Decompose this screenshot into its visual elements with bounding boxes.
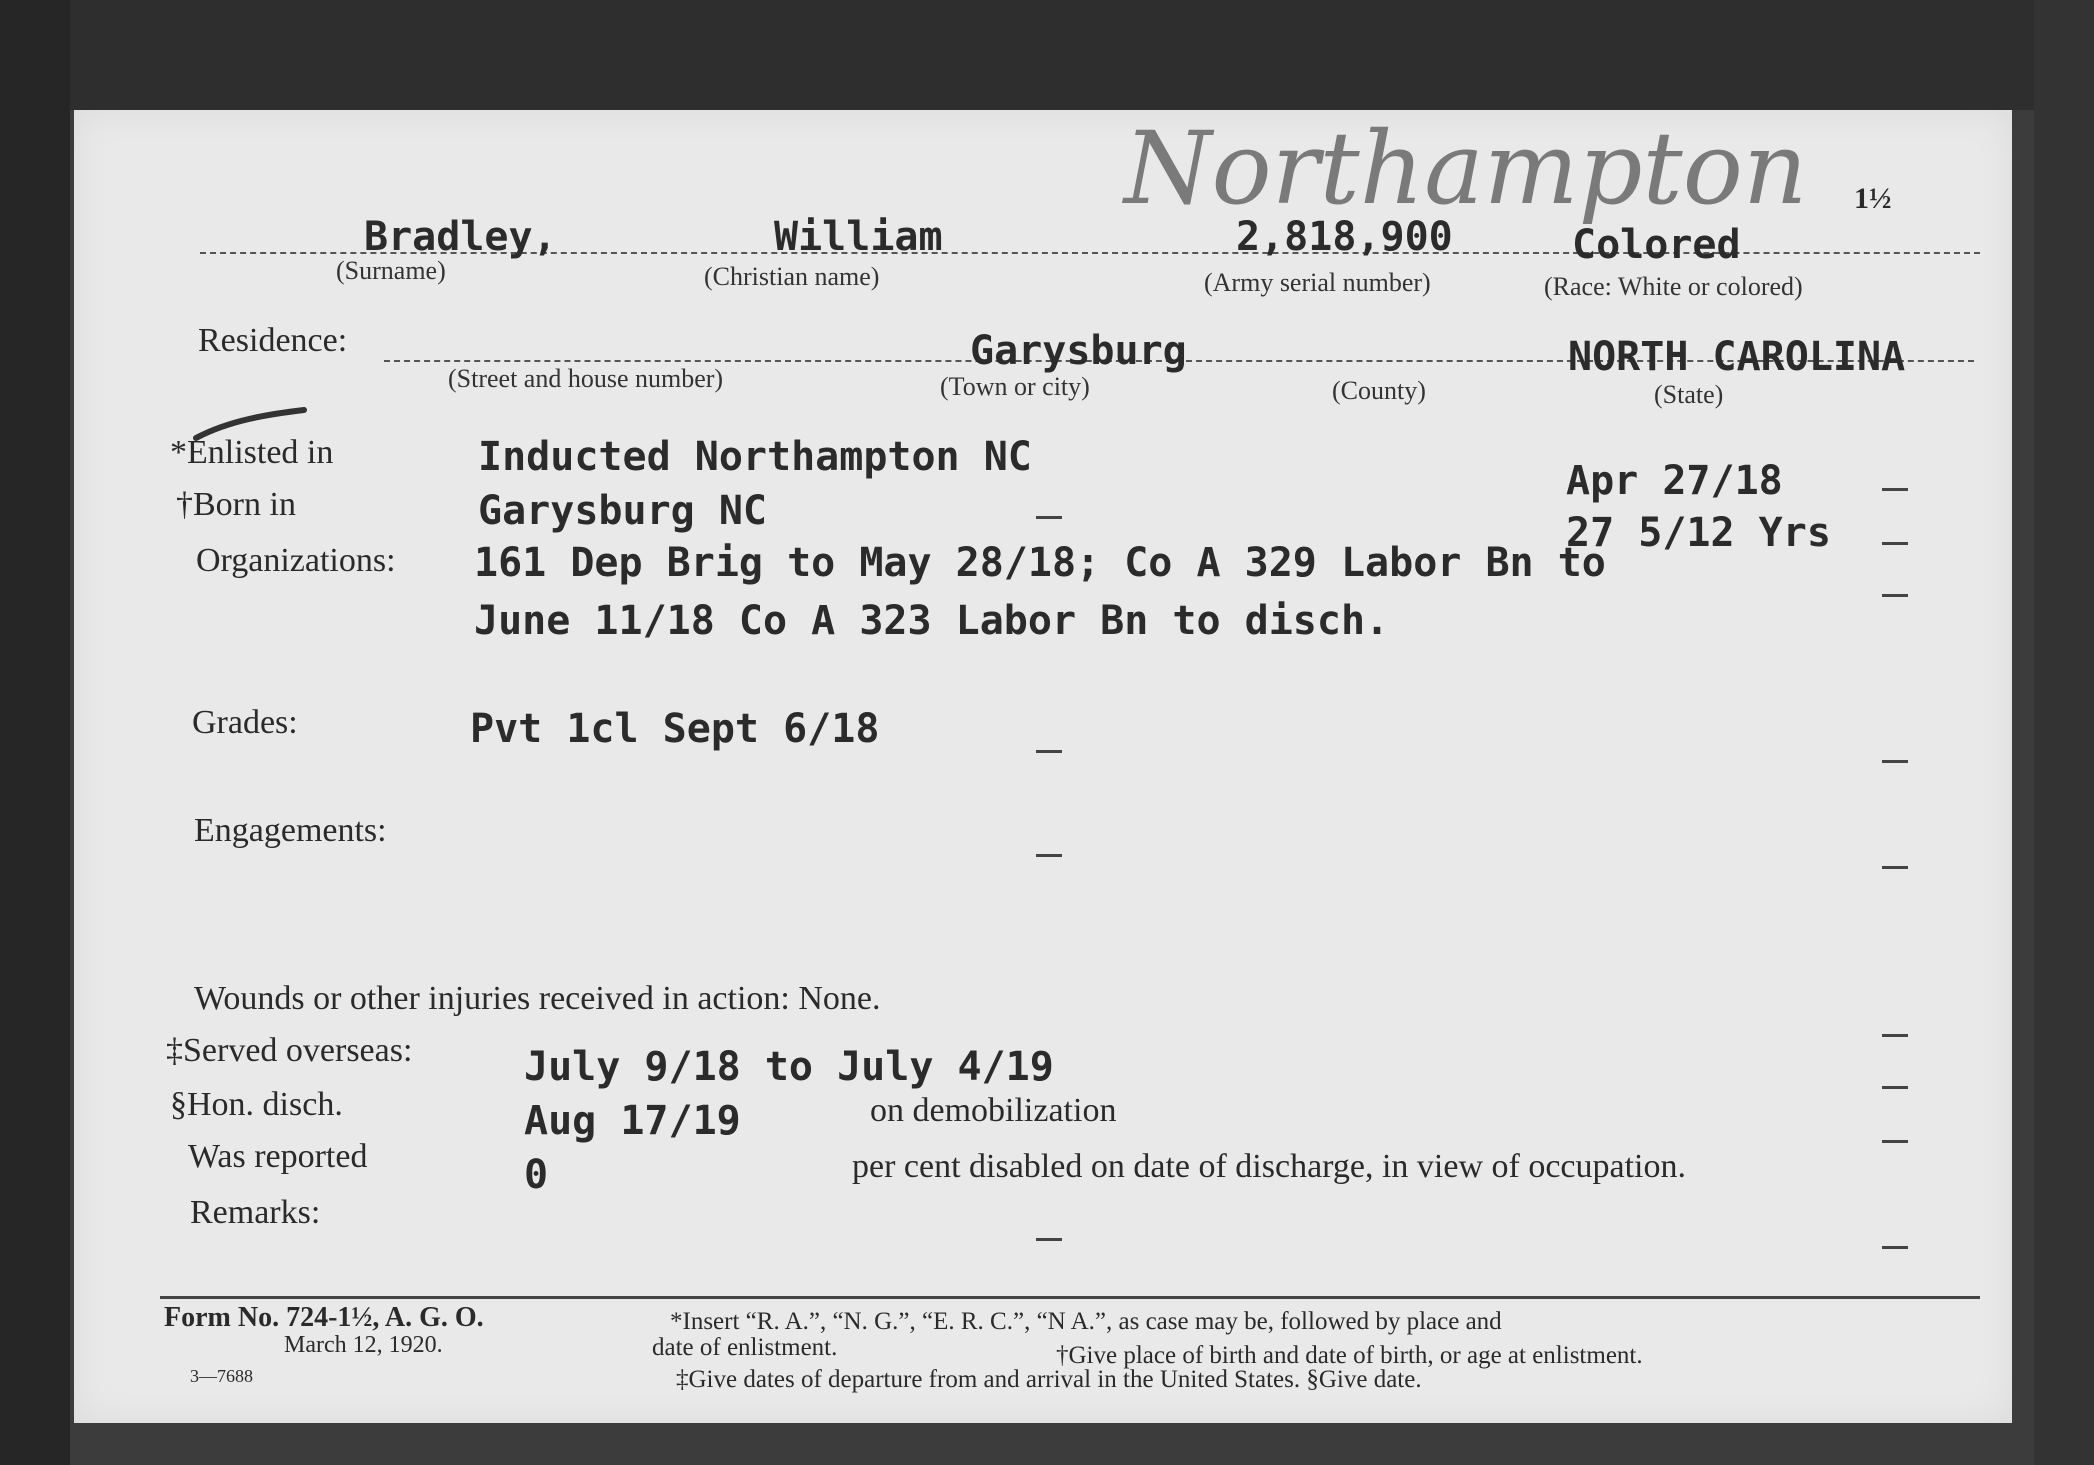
margin-tick: [1882, 594, 1908, 597]
footnote-enlistment-cont: date of enlistment.: [652, 1334, 838, 1361]
service-record-card: [74, 110, 2012, 1423]
margin-tick: [1882, 542, 1908, 545]
town-caption: (Town or city): [940, 372, 1090, 401]
footnote-enlistment: *Insert “R. A.”, “N. G.”, “E. R. C.”, “N A.”, as case may be, followed by place and: [670, 1308, 1502, 1335]
footnote-overseas: ‡Give dates of departure from and arrival in the United States. §Give date.: [676, 1366, 1422, 1393]
center-tick: [1036, 854, 1062, 857]
scanner-background-left: [0, 0, 70, 1465]
scanner-background-right: [2034, 0, 2094, 1465]
center-tick: [1036, 516, 1062, 519]
form-number: Form No. 724-1½, A. G. O.: [164, 1302, 484, 1333]
serial-number-caption: (Army serial number): [1204, 268, 1431, 297]
hon-disch-label: §Hon. disch.: [170, 1086, 343, 1123]
born-value: Garysburg NC: [478, 488, 767, 534]
enlisted-label: *Enlisted in: [170, 434, 334, 471]
margin-tick: [1882, 1246, 1908, 1249]
grades-label: Grades:: [192, 704, 298, 741]
state-caption: (State): [1654, 380, 1724, 409]
county-caption: (County): [1332, 376, 1426, 405]
margin-tick: [1882, 1034, 1908, 1037]
christian-name-value: William: [774, 214, 943, 260]
wounds-label: Wounds or other injuries received in action: None.: [194, 980, 881, 1017]
born-label: †Born in: [176, 486, 296, 523]
on-demobilization-text: on demobilization: [870, 1092, 1117, 1129]
footer-rule: [160, 1296, 1980, 1299]
margin-tick: [1882, 760, 1908, 763]
surname-value: Bradley,: [364, 214, 557, 260]
hon-disch-value: Aug 17/19: [524, 1098, 741, 1144]
margin-tick: [1882, 1140, 1908, 1143]
corner-number: 1½: [1854, 182, 1892, 215]
disabled-percent-value: 0: [524, 1152, 549, 1198]
surname-caption: (Surname): [336, 256, 446, 285]
enlisted-value: Inducted Northampton NC: [478, 434, 1032, 480]
street-caption: (Street and house number): [448, 364, 724, 393]
residence-label: Residence:: [198, 322, 348, 359]
overseas-value: July 9/18 to July 4/19: [524, 1044, 1054, 1090]
serial-number-value: 2,818,900: [1236, 214, 1453, 260]
center-tick: [1036, 750, 1062, 753]
organizations-line-2: June 11/18 Co A 323 Labor Bn to disch.: [474, 598, 1390, 644]
christian-name-caption: (Christian name): [704, 262, 880, 291]
race-value: Colored: [1572, 222, 1741, 268]
form-date: March 12, 1920.: [284, 1332, 443, 1358]
organizations-label: Organizations:: [196, 542, 396, 579]
center-tick: [1036, 1238, 1062, 1241]
town-value: Garysburg: [970, 328, 1187, 374]
margin-tick: [1882, 1086, 1908, 1089]
footnote-birth: †Give place of birth and date of birth, or age at enlistment.: [1056, 1342, 1643, 1369]
race-caption: (Race: White or colored): [1544, 272, 1803, 301]
scanner-background-top: [0, 0, 2094, 110]
overseas-label: ‡Served overseas:: [166, 1032, 413, 1069]
state-value: NORTH CAROLINA: [1568, 334, 1906, 380]
grades-value: Pvt 1cl Sept 6/18: [470, 706, 880, 752]
handwritten-county: Northampton: [1124, 110, 1808, 227]
remarks-label: Remarks:: [190, 1194, 321, 1231]
margin-tick: [1882, 866, 1908, 869]
was-reported-label: Was reported: [188, 1138, 368, 1175]
born-age-value: 27 5/12 Yrs: [1566, 510, 1831, 556]
engagements-label: Engagements:: [194, 812, 387, 849]
margin-tick: [1882, 488, 1908, 491]
enlisted-date-value: Apr 27/18: [1566, 458, 1783, 504]
print-code: 3—7688: [190, 1366, 253, 1386]
per-cent-disabled-text: per cent disabled on date of discharge, in view of occupation.: [852, 1148, 1686, 1185]
organizations-line-1: 161 Dep Brig to May 28/18; Co A 329 Labor Bn to: [474, 540, 1606, 586]
